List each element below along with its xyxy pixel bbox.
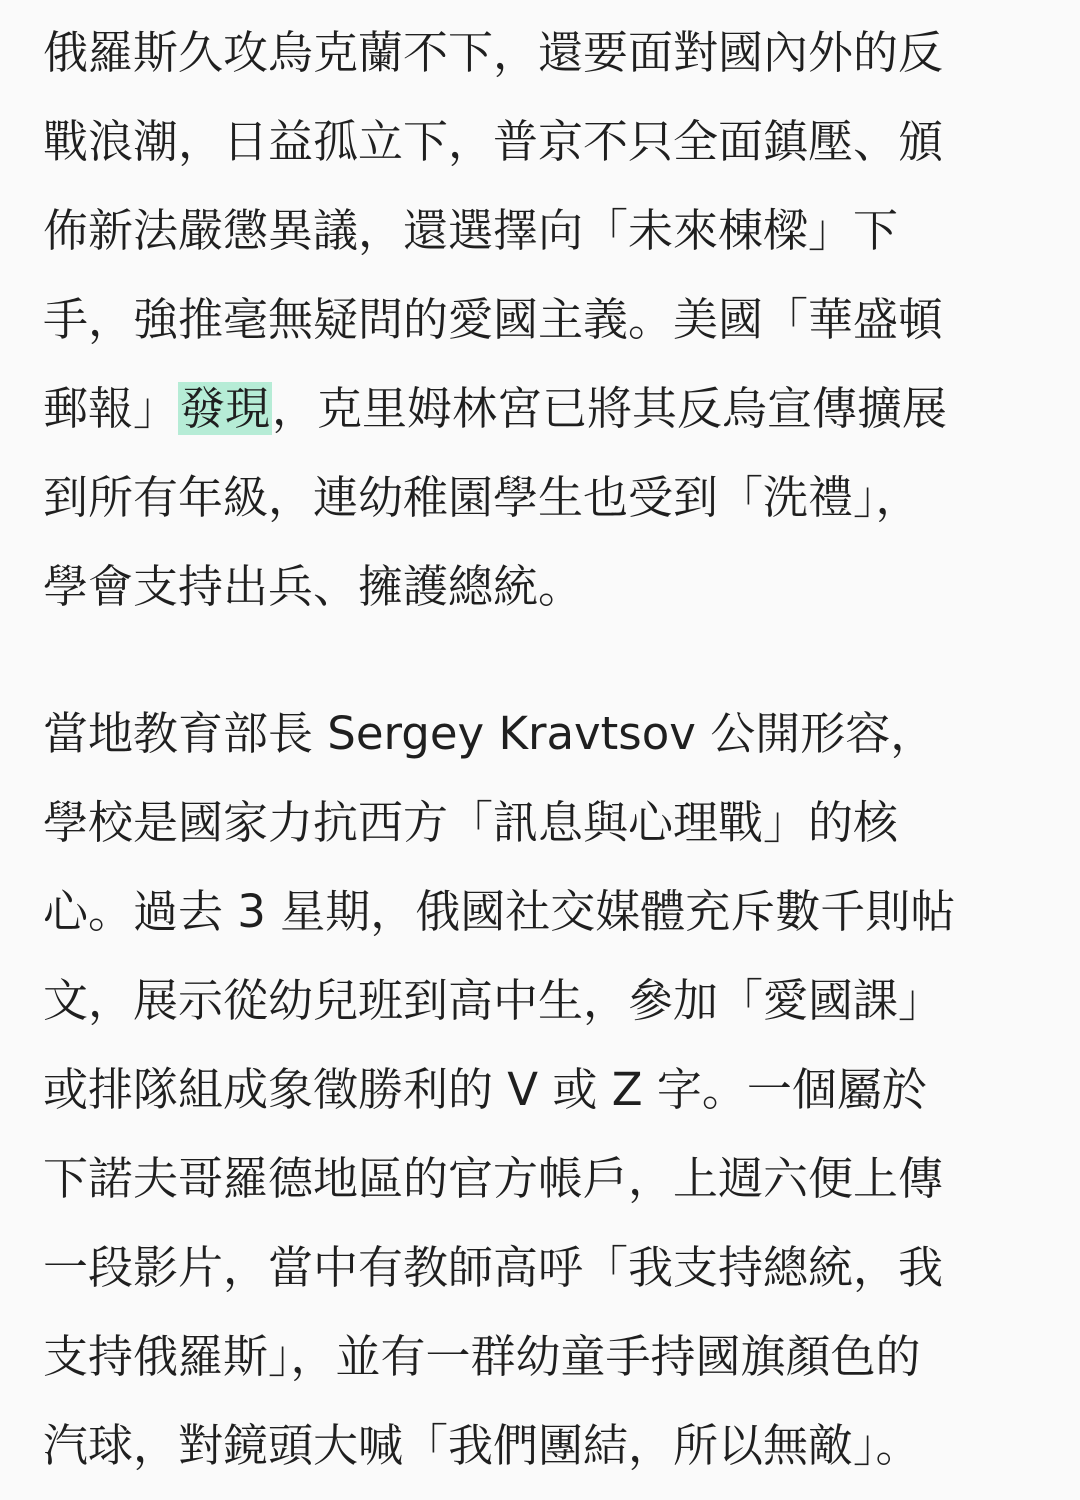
paragraph-2: [43, 689, 1043, 1490]
paragraph-line: 手，強推毫無疑問的愛國主義。美國「華盛頓: [43, 293, 944, 346]
paragraph-line: 俄羅斯久攻烏克蘭不下，還要面對國內外的反: [43, 26, 944, 79]
paragraph-line: 學校是國家力抗西方「訊息與心理戰」的核: [43, 796, 899, 849]
paragraph-line: 佈新法嚴懲異議，還選擇向「未來棟樑」下: [43, 204, 899, 257]
paragraph-line: 學會支持出兵、擁護總統。: [43, 560, 584, 613]
paragraph-line: 文，展示從幼兒班到高中生，參加「愛國課」: [43, 974, 944, 1027]
line-text-after-link: ，克里姆林宮已將其反烏宣傳擴展: [272, 382, 948, 435]
paragraph-line: 或排隊組成象徵勝利的 V 或 Z 字。一個屬於: [43, 1063, 927, 1116]
paragraph-line: 戰浪潮，日益孤立下，普京不只全面鎮壓、頒: [43, 115, 944, 168]
line-text-before-link: 郵報」: [43, 382, 179, 435]
paragraph-line: 到所有年級，連幼稚園學生也受到「洗禮」，: [43, 471, 921, 524]
paragraph-line-with-link: [43, 364, 1043, 453]
paragraph-line: 支持俄羅斯」，並有一群幼童手持國旗顏色的: [43, 1330, 921, 1383]
paragraph-line: 汽球，對鏡頭大喊「我們團結，所以無敵」。: [43, 1419, 921, 1472]
discovered-link[interactable]: 發現: [180, 382, 271, 435]
paragraph-line: 當地教育部長 Sergey Kravtsov 公開形容，: [43, 707, 936, 760]
paragraph-line: 下諾夫哥羅德地區的官方帳戶，上週六便上傳: [43, 1152, 944, 1205]
paragraph-line: 心。過去 3 星期，俄國社交媒體充斥數千則帖: [43, 885, 956, 938]
paragraph-line: 一段影片，當中有教師高呼「我支持總統，我: [43, 1241, 944, 1294]
paragraph-1: [43, 8, 1043, 631]
